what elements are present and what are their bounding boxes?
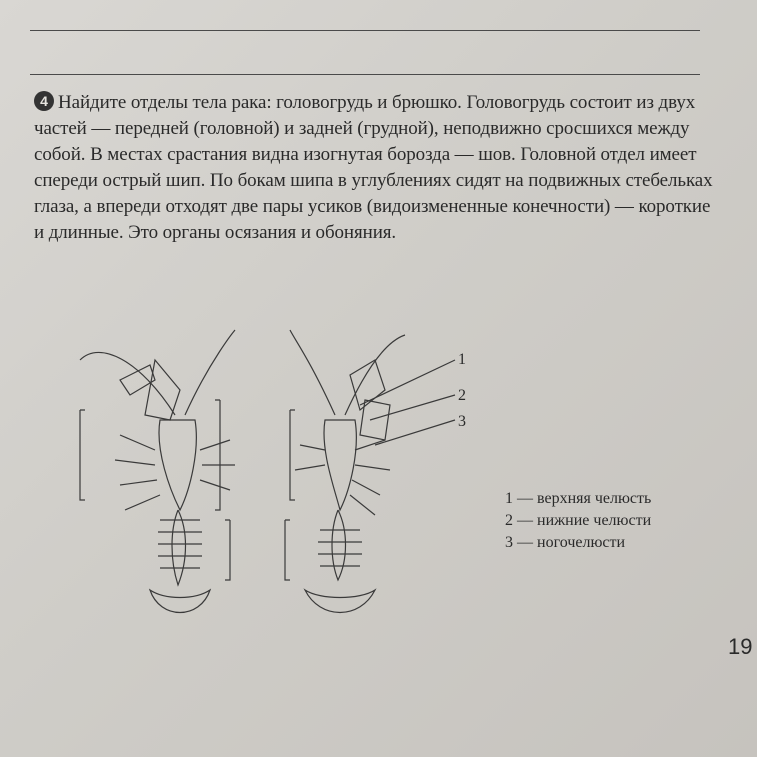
legend-item: 3 — ногочелюсти bbox=[505, 534, 626, 551]
task-paragraph bbox=[34, 90, 724, 246]
legend-item: 1 — верхняя челюсть bbox=[505, 490, 652, 507]
crayfish-dorsal bbox=[80, 330, 235, 613]
callout-label: 1 bbox=[458, 351, 466, 368]
page-number: 19 bbox=[728, 634, 753, 659]
top-rule-2 bbox=[30, 74, 700, 75]
figure-legend bbox=[505, 488, 651, 554]
task-number-badge: 4 bbox=[34, 91, 54, 111]
crayfish-illustration bbox=[60, 320, 490, 630]
crayfish-ventral bbox=[285, 330, 405, 613]
task-text: Найдите отделы тела рака: головогрудь и брюшко. Головогрудь состоит из двух частей — передней (головной) и задней (грудной), неподвижно сросшихся между собой. В местах срастания видна изогнутая борозда — шов. Головной отдел имеет спереди острый шип. По бокам шипа в углублениях сидят на подвижных стебельках глаза, а впереди отходят две пары усиков (видоизмененные конечности) — короткие и длинные. Это органы осязания и обоняния. bbox=[34, 92, 713, 243]
legend-item: 2 — нижние челюсти bbox=[505, 512, 652, 529]
callout-label: 3 bbox=[458, 413, 466, 430]
callout-label: 2 bbox=[458, 387, 466, 404]
top-rule-1 bbox=[30, 30, 700, 31]
crayfish-figure bbox=[60, 320, 490, 630]
